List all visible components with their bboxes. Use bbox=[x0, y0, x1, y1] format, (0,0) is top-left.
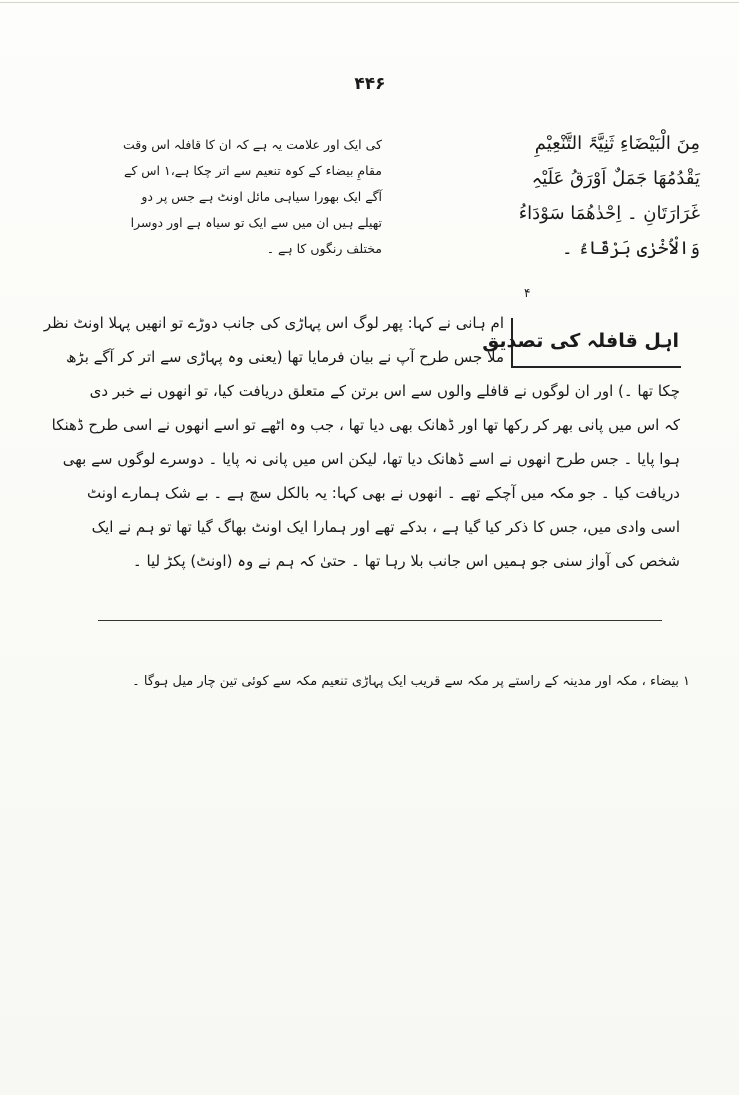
side-translation-line-5: مختلف رنگوں کا ہے ۔ bbox=[266, 241, 382, 256]
section-heading: اہل قافلہ کی تصدیق bbox=[482, 330, 679, 352]
main-line-3: چکا تھا ۔) اور ان لوگوں نے قافلے والوں سے اس برتن کے متعلق دریافت کیا، تو انھوں نے خبر دی bbox=[89, 382, 680, 400]
main-line-1: ام ہانی نے کہا: پھر لوگ اس پہاڑی کی جانب دوڑے تو انھیں پہلا اونٹ نظر bbox=[43, 314, 504, 332]
arabic-line-2: یَقْدُمُھَا جَمَلٌ اَوْرَقُ عَلَیْہِ bbox=[531, 168, 700, 189]
side-translation-line-2: مقامِ بیضاء کے کوہ تنعیم سے اتر چکا ہے،۱ اس کے bbox=[124, 163, 382, 178]
top-edge-rule bbox=[0, 2, 739, 3]
main-line-4: کہ اس میں پانی بھر کر رکھا تھا اور ڈھانک بھی دیا تھا ، جب وہ اٹھے تو اسے انھوں نے اسی طرح ڈھنکا bbox=[51, 416, 680, 434]
footnote: ۱ بیضاء ، مکہ اور مدینہ کے راستے پر مکہ سے قریب ایک پہاڑی تنعیم مکہ سے کوئی تین چار میل ہوگا ۔ bbox=[132, 674, 690, 689]
arabic-line-4: وَالْاُخْرٰی بَرْقَاءُ ۔ bbox=[561, 238, 700, 259]
arabic-quote bbox=[400, 126, 700, 266]
arabic-end-mark: ۴ bbox=[524, 286, 531, 300]
side-translation bbox=[120, 132, 382, 262]
main-line-6: دریافت کیا ۔ جو مکہ میں آچکے تھے ۔ انھوں نے بھی کہا: یہ بالکل سچ ہے ۔ بے شک ہمارے اونٹ bbox=[86, 484, 680, 502]
side-translation-line-3: آگے ایک بھورا سیاہی مائل اونٹ ہے جس پر دو bbox=[141, 189, 382, 204]
side-translation-line-4: تھیلے ہیں ان میں سے ایک تو سیاہ ہے اور دوسرا bbox=[130, 215, 382, 230]
main-line-8: شخص کی آواز سنی جو ہمیں اس جانب بلا رہا تھا ۔ حتیٰ کہ ہم نے وہ (اونٹ) پکڑ لیا ۔ bbox=[132, 552, 680, 570]
arabic-line-1: مِنَ الْبَیْضَاءِ ثَنِیَّۃَ التَّنْعِیْمِ bbox=[534, 133, 700, 154]
footnote-divider bbox=[98, 620, 662, 621]
side-translation-line-1: کی ایک اور علامت یہ ہے کہ ان کا قافلہ اس وقت bbox=[122, 137, 382, 152]
main-paragraph bbox=[43, 306, 680, 578]
page-number: ۴۴۶ bbox=[354, 74, 386, 94]
main-line-7: اسی وادی میں، جس کا ذکر کیا گیا ہے ، بدکے تھے اور ہمارا ایک اونٹ بھاگ گیا تھا تو ہم نے ایک bbox=[91, 518, 680, 536]
main-line-2: ملا جس طرح آپ نے بیان فرمایا تھا (یعنی وہ پہاڑی سے اتر کر آگے بڑھ bbox=[65, 348, 504, 366]
arabic-line-3: غَرَارَتَانِ ۔ اِحْدٰھُمَا سَوْدَاءُ bbox=[518, 203, 700, 224]
main-line-5: ہوا پایا ۔ جس طرح انھوں نے اسے ڈھانک دیا تھا، لیکن اس میں پانی نہ پایا ۔ دوسرے لوگوں سے بھی bbox=[62, 450, 680, 468]
